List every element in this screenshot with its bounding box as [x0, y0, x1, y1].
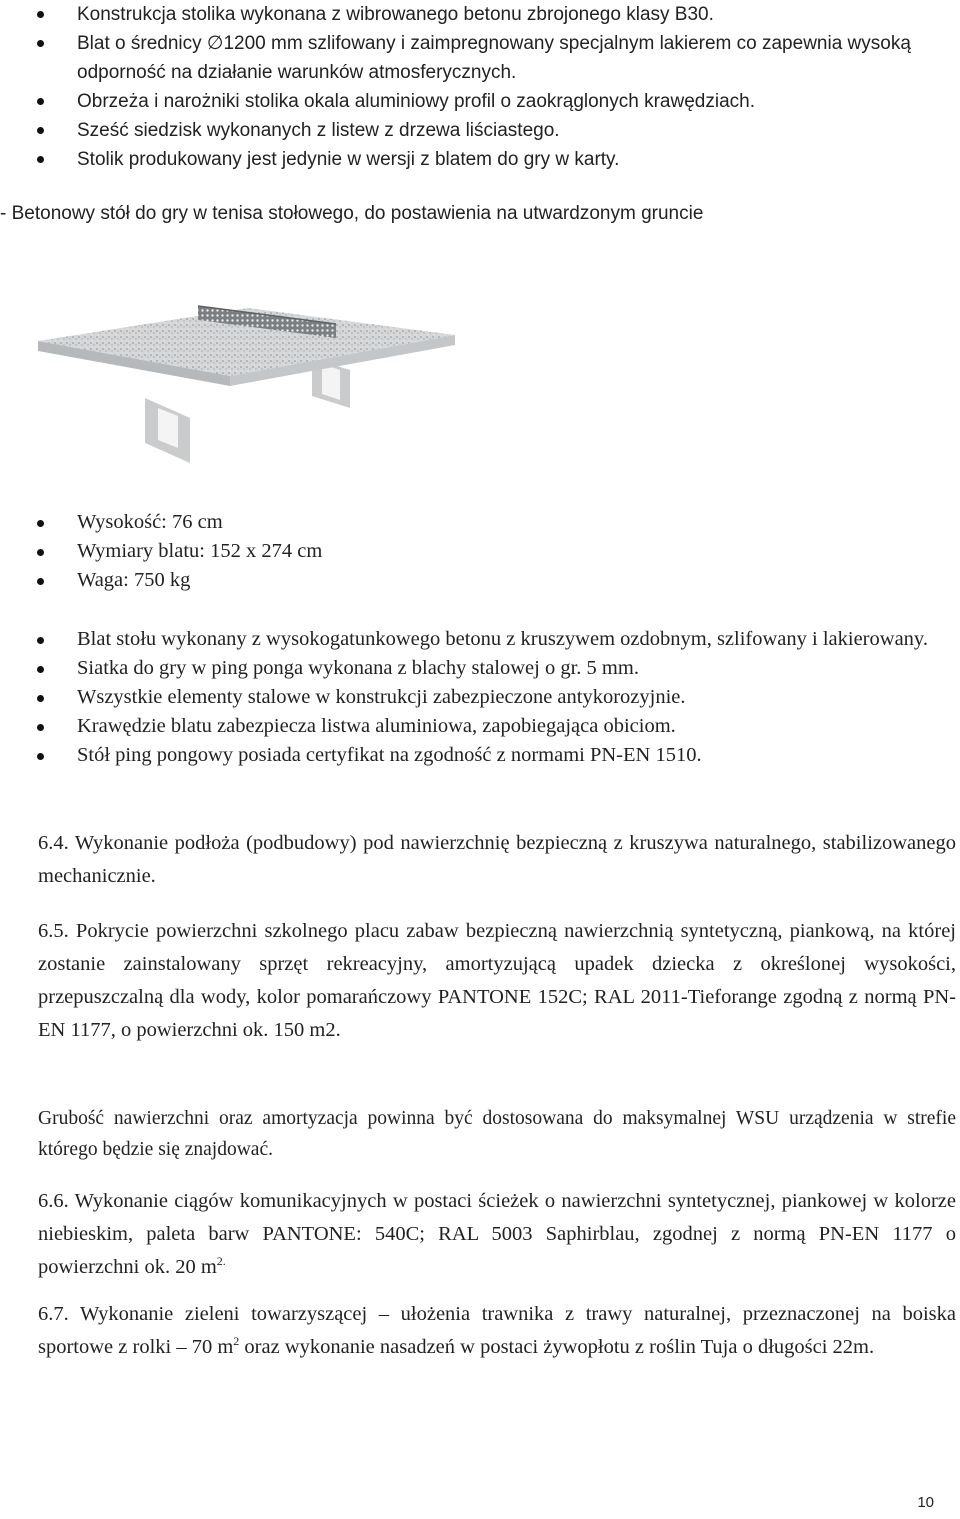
bullet-dot-icon — [37, 520, 44, 527]
list-item: Krawędzie blatu zabezpiecza listwa aluminiowa, zapobiegająca obiciom. — [0, 712, 950, 741]
list-item: Blat o średnicy ∅1200 mm szlifowany i zaimpregnowany specjalnym lakierem co zapewnia wysoką odporność na działanie warunków atmosferycznych. — [0, 29, 960, 87]
table-heading: - Betonowy stół do gry w tenisa stołowego, do postawienia na utwardzonym gruncie — [0, 203, 704, 224]
section-6-6: 6.6. Wykonanie ciągów komunikacyjnych w postaci ścieżek o nawierzchni syntetycznej, piankowej w kolorze niebieskim, paleta barw PANTONE: 540C; RAL 5003 Saphirblau, zgodnej z normą PN-EN 1177 o powierzchni ok. 20 $m^{2.}$ — [38, 1190, 956, 1278]
bullet-dot-icon — [37, 578, 44, 585]
bullet-dot-icon — [37, 156, 44, 163]
bullet-dot-icon — [37, 40, 44, 47]
bullet-dot-icon — [37, 724, 44, 731]
list-item: Wszystkie elementy stalowe w konstrukcji zabezpieczone antykorozyjnie. — [0, 683, 950, 712]
list-item: Sześć siedzisk wykonanych z listew z drzewa liściastego. — [0, 116, 960, 145]
bullet-dot-icon — [37, 753, 44, 760]
bullet-dot-icon — [37, 695, 44, 702]
section-6-4: 6.4. Wykonanie podłoża (podbudowy) pod nawierzchnię bezpieczną z kruszywa naturalnego, stabilizowanego mechanicznie. — [38, 832, 956, 887]
bullet-dot-icon — [37, 98, 44, 105]
list-item: Waga: 750 kg — [0, 566, 344, 595]
section-6-5: 6.5. Pokrycie powierzchni szkolnego placu zabaw bezpieczną nawierzchnią syntetyczną, piankową, na której zostanie zainstalowany sprzęt rekreacyjny, amortyzującą upadek dziecka z określonej wysokości, przepuszczalną dla wody, kolor pomarańczowy PANTONE 152C; RAL 2011-Tieforange zgodną z normą PN-EN 1177, o powierzchni ok. 150 m2. — [38, 920, 956, 1041]
list-item: Stół ping pongowy posiada certyfikat na zgodność z normami PN-EN 1510. — [0, 741, 950, 770]
bullet-dot-icon — [37, 549, 44, 556]
bullet-dot-icon — [37, 11, 44, 18]
list-item: Blat stołu wykonany z wysokogatunkowego betonu z kruszywem ozdobnym, szlifowany i lakierowany. — [0, 625, 950, 654]
bullet-dot-icon — [37, 666, 44, 673]
list-item: Obrzeża i narożniki stolika okala aluminiowy profil o zaokrąglonych krawędziach. — [0, 87, 960, 116]
list-item: Siatka do gry w ping ponga wykonana z blachy stalowej o gr. 5 mm. — [0, 654, 950, 683]
spec-bullet-list — [0, 508, 344, 595]
list-item: Wymiary blatu: 152 x 274 cm — [0, 537, 344, 566]
list-item: Konstrukcja stolika wykonana z wibrowanego betonu zbrojonego klasy B30. — [0, 0, 960, 29]
page-number: 10 — [917, 1494, 934, 1511]
section-6-7: 6.7. Wykonanie zieleni towarzyszącej – ułożenia trawnika z trawy naturalnej, przeznaczonej na boiska sportowe z rolki – 70 $m^2$ oraz wykonanie nasadzeń w postaci żywopłotu z roślin Tuja o długości 22m. — [38, 1303, 956, 1358]
wsu-note: Grubość nawierzchni oraz amortyzacja powinna być dostosowana do maksymalnej WSU urządzenia w strefie którego będzie się znajdować. — [38, 1108, 956, 1160]
list-item: Stolik produkowany jest jedynie w wersji z blatem do gry w karty. — [0, 145, 960, 174]
bullet-dot-icon — [37, 127, 44, 134]
ping-pong-table-image — [0, 258, 455, 476]
feature-bullet-list — [0, 625, 950, 770]
bullet-dot-icon — [37, 637, 44, 644]
list-item: Wysokość: 76 cm — [0, 508, 344, 537]
intro-bullet-list — [0, 0, 960, 174]
